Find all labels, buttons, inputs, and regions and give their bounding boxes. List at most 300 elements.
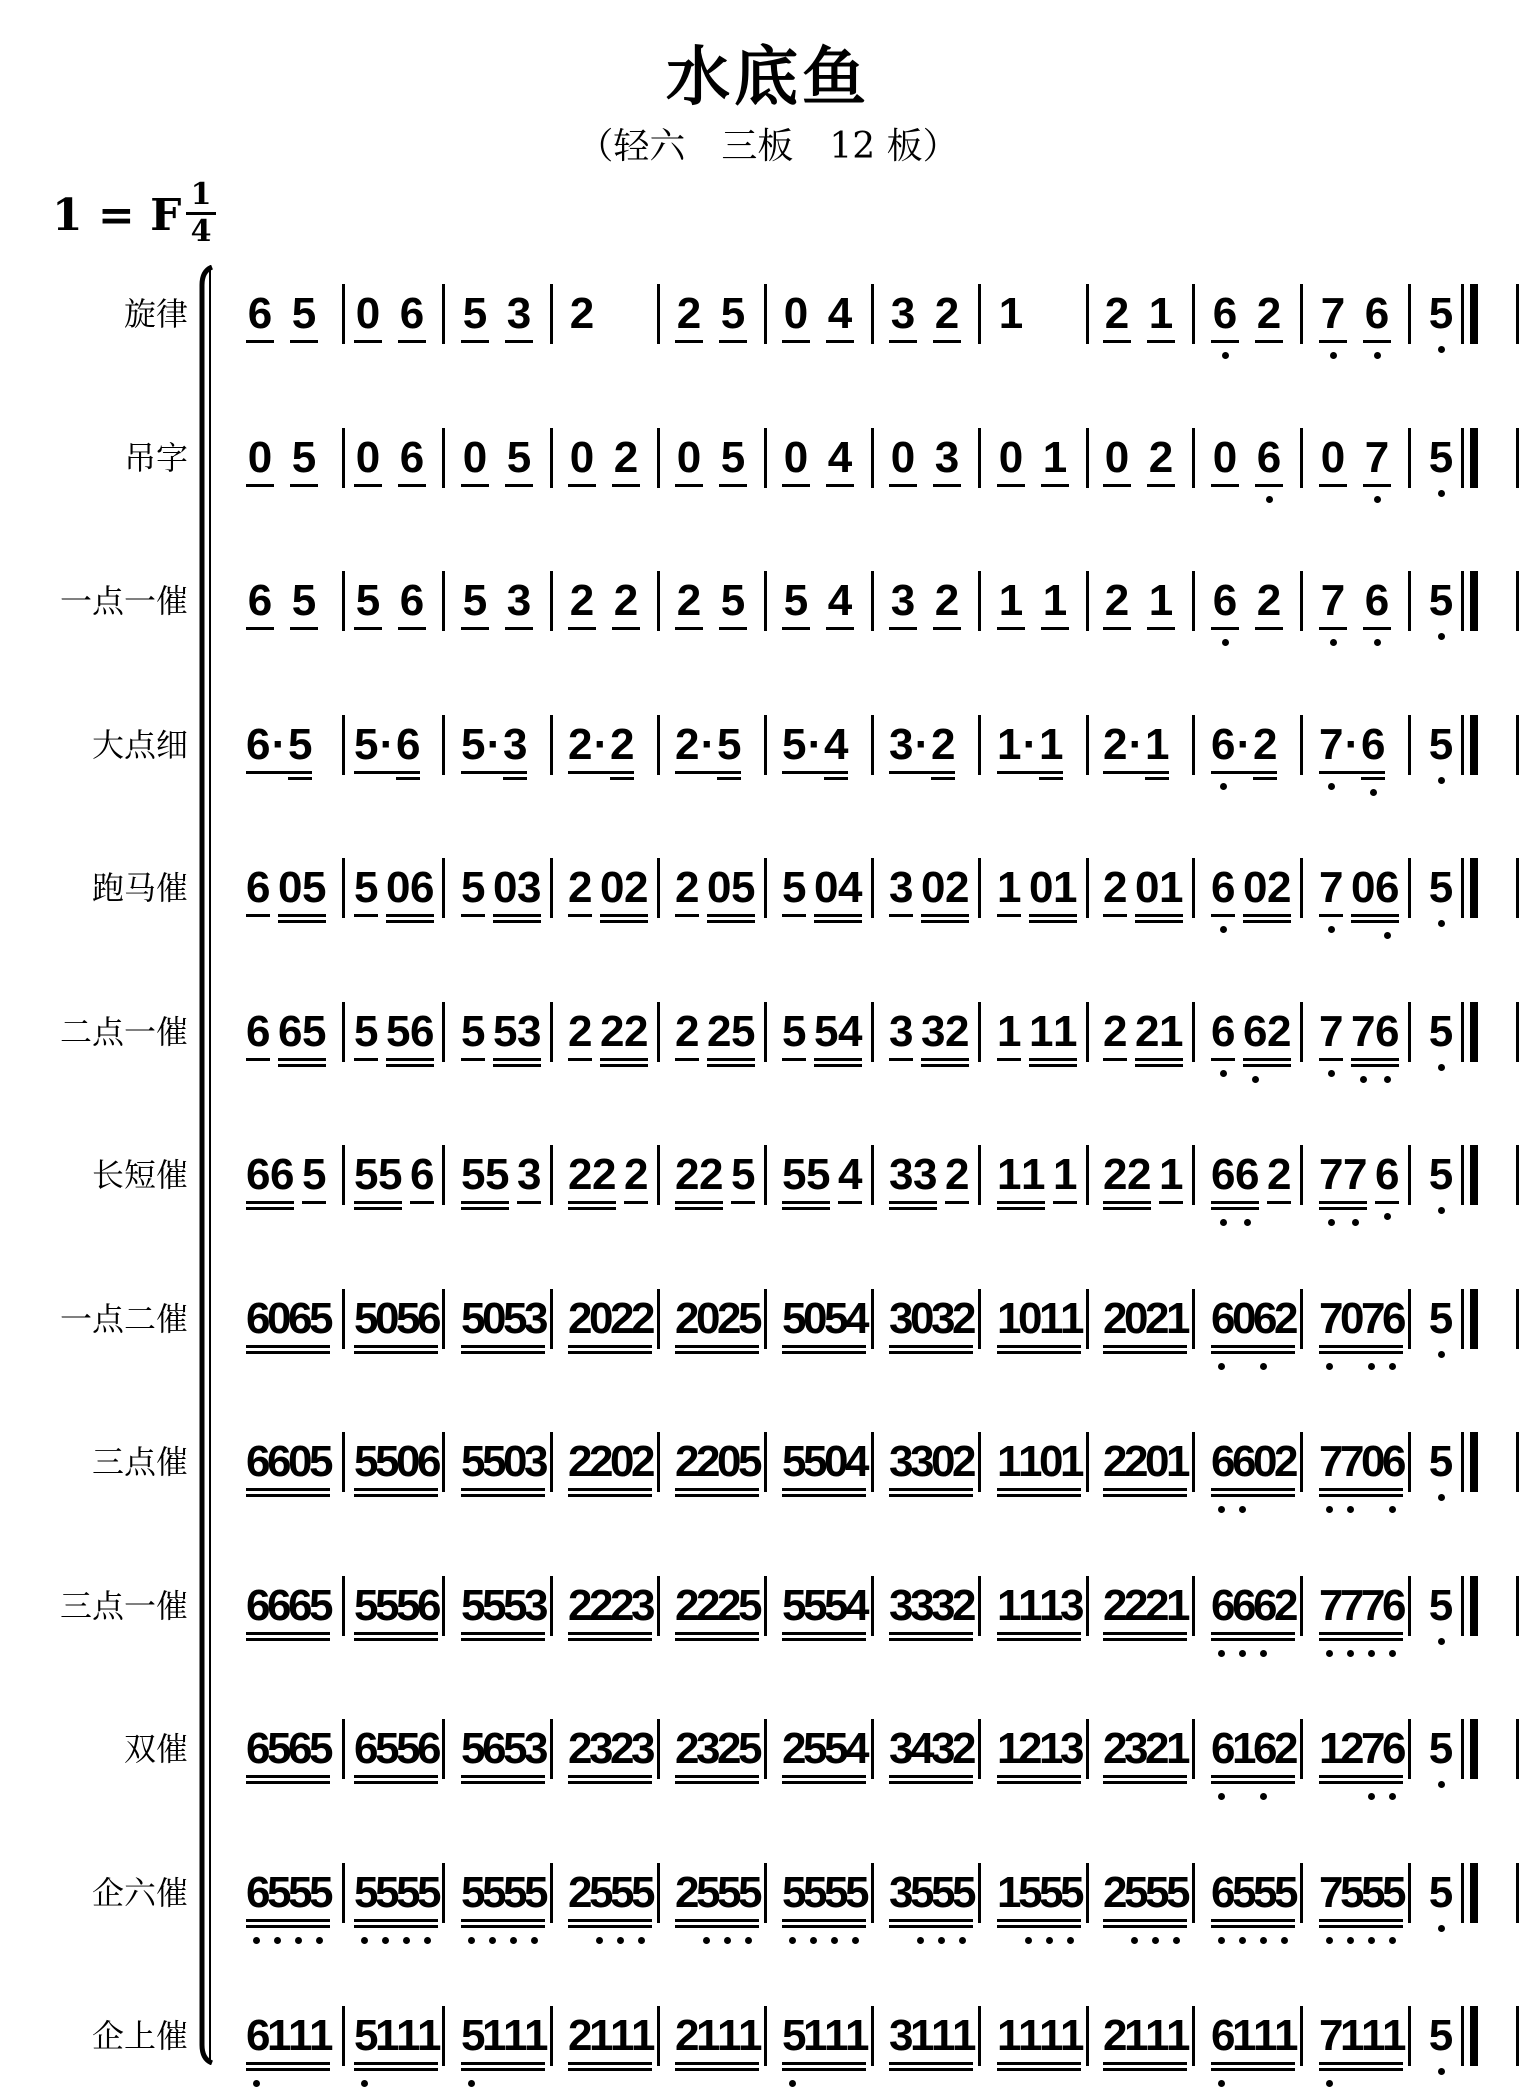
- underline: [568, 1058, 592, 1061]
- note: 5: [354, 1151, 378, 1199]
- note: 5: [267, 1869, 288, 1917]
- note: 2: [1103, 1869, 1124, 1917]
- note: 2: [699, 1151, 723, 1199]
- note: 3: [889, 1869, 910, 1917]
- underline: [505, 340, 533, 343]
- lower-octave-dot: [1347, 1937, 1354, 1944]
- underline: [952, 1781, 973, 1784]
- underline: [1253, 1345, 1274, 1348]
- barline: [550, 1145, 553, 1205]
- lower-octave-dot: [1370, 789, 1377, 796]
- underline: [375, 1638, 396, 1641]
- part-label: 三点一催: [59, 1586, 188, 1625]
- underline: [997, 1345, 1018, 1348]
- underline: [461, 1351, 482, 1354]
- underline: [517, 1058, 541, 1061]
- lower-octave-dot: [489, 1937, 496, 1944]
- underline: [838, 1201, 862, 1204]
- underline: [1029, 1064, 1053, 1067]
- final-barline-thin: [1461, 2006, 1464, 2066]
- note: 1: [997, 1008, 1021, 1056]
- note: 6: [1382, 1295, 1403, 1343]
- note: 3: [910, 1582, 931, 1630]
- note: 6: [410, 1151, 434, 1199]
- underline: [1361, 1638, 1382, 1641]
- lower-octave-dot: [745, 1937, 752, 1944]
- note: 5: [1274, 1869, 1295, 1917]
- barline: [442, 1719, 445, 1779]
- barline: [1300, 1002, 1303, 1062]
- underline: [782, 1488, 803, 1491]
- note: 3: [889, 1151, 913, 1199]
- note: 5: [1018, 1869, 1039, 1917]
- note: 1: [503, 2012, 524, 2060]
- underline: [931, 2062, 952, 2065]
- lower-octave-dot: [1152, 1937, 1159, 1944]
- underline: [824, 1781, 845, 1784]
- note: 7: [1340, 1582, 1361, 1630]
- underline: [354, 1494, 375, 1497]
- barline: [1516, 1145, 1519, 1205]
- underline: [1029, 1058, 1053, 1061]
- final-barline: [1470, 428, 1478, 488]
- note: 5: [503, 1869, 524, 1917]
- underline: [696, 1925, 717, 1928]
- note: 5: [696, 1869, 717, 1917]
- lower-octave-dot: [1326, 1937, 1333, 1944]
- note: 4: [826, 434, 854, 482]
- underline: [503, 1638, 524, 1641]
- underline: [1340, 2068, 1361, 2071]
- note: 5: [290, 434, 318, 482]
- underline: [417, 1781, 438, 1784]
- underline: [417, 1775, 438, 1778]
- lower-octave-dot: [1438, 1351, 1445, 1358]
- underline: [524, 1494, 545, 1497]
- underline: [1253, 1632, 1274, 1635]
- underline: [267, 1925, 288, 1928]
- measure: [461, 721, 527, 769]
- underline: [1018, 1345, 1039, 1348]
- note: 6: [246, 2012, 267, 2060]
- note: 1: [997, 1725, 1018, 1773]
- note: 5: [824, 1582, 845, 1630]
- underline: [738, 1632, 759, 1635]
- note: 2: [1124, 1582, 1145, 1630]
- underline: [246, 484, 274, 487]
- underline: [503, 1775, 524, 1778]
- note: 5: [1382, 1869, 1403, 1917]
- measure: [354, 2011, 442, 2060]
- measure: [1427, 1869, 1455, 1917]
- barline: [657, 1432, 660, 1492]
- measure: [461, 1293, 549, 1343]
- note: 6: [270, 1151, 294, 1199]
- underline: [246, 1494, 267, 1497]
- key-signature: 1 = F: [52, 190, 182, 241]
- underline: [1103, 2068, 1124, 2071]
- barline: [1408, 428, 1411, 488]
- barline: [657, 1863, 660, 1923]
- underline: [1243, 914, 1267, 917]
- underline: [824, 1775, 845, 1778]
- measure: [997, 1580, 1085, 1630]
- measure: [675, 721, 741, 769]
- underline: [1232, 1632, 1253, 1635]
- underline: [1253, 1494, 1274, 1497]
- underline: [1211, 1494, 1232, 1497]
- barline: [1300, 715, 1303, 775]
- barline: [342, 858, 345, 918]
- underline: [1018, 1925, 1039, 1928]
- note: 3: [1060, 1582, 1081, 1630]
- underline: [1361, 1925, 1382, 1928]
- underline: [824, 1351, 845, 1354]
- underline: [1029, 914, 1053, 917]
- note: 5: [302, 1008, 326, 1056]
- note: 1: [396, 2012, 417, 2060]
- note: 2: [568, 1008, 592, 1056]
- underline: [270, 771, 288, 774]
- lower-octave-dot: [1266, 496, 1273, 503]
- note: 5: [461, 1151, 485, 1199]
- note: 6: [1211, 1869, 1232, 1917]
- note: 5: [1427, 1008, 1455, 1056]
- note: 5: [1060, 1869, 1081, 1917]
- measure: [246, 577, 318, 625]
- underline: [997, 1207, 1021, 1210]
- underline: [1361, 1488, 1382, 1491]
- underline: [952, 2068, 973, 2071]
- underline: [354, 1632, 375, 1635]
- barline: [1300, 1863, 1303, 1923]
- underline: [719, 627, 747, 630]
- measure: [1211, 2011, 1299, 2060]
- note: 6: [1375, 1151, 1399, 1199]
- measure: [568, 577, 640, 625]
- underline: [302, 1064, 326, 1067]
- lower-octave-dot: [1374, 496, 1381, 503]
- note: 1: [1039, 2012, 1060, 2060]
- underline: [375, 1925, 396, 1928]
- underline: [396, 1351, 417, 1354]
- lower-octave-dot: [1374, 352, 1381, 359]
- underline: [782, 1925, 803, 1928]
- note: 3: [931, 1725, 952, 1773]
- underline: [568, 1207, 592, 1210]
- underline: [803, 1494, 824, 1497]
- underline: [1274, 1632, 1295, 1635]
- underline: [845, 1494, 866, 1497]
- note: 6: [288, 1295, 309, 1343]
- measure: [889, 1151, 969, 1199]
- part-label: 长短催: [91, 1156, 188, 1194]
- underline: [288, 1351, 309, 1354]
- barline: [1086, 1863, 1089, 1923]
- note: 0: [589, 1295, 610, 1343]
- underline: [1361, 1345, 1382, 1348]
- note: 6: [1211, 864, 1235, 912]
- underline: [568, 1775, 589, 1778]
- underline: [610, 777, 634, 780]
- note: 1: [1159, 864, 1183, 912]
- underline: [610, 1919, 631, 1922]
- underline: [461, 1058, 485, 1061]
- barline: [1192, 715, 1195, 775]
- barline: [1408, 715, 1411, 775]
- underline: [309, 1925, 330, 1928]
- note: 0: [461, 434, 489, 482]
- underline: [1053, 1058, 1077, 1061]
- underline: [910, 1488, 931, 1491]
- note: 1: [288, 2012, 309, 2060]
- underline: [1351, 914, 1375, 917]
- underline: [738, 1351, 759, 1354]
- underline: [782, 1919, 803, 1922]
- underline: [1103, 1632, 1124, 1635]
- underline: [738, 2062, 759, 2065]
- underline: [1039, 771, 1063, 774]
- underline: [589, 1488, 610, 1491]
- underline: [931, 1632, 952, 1635]
- underline: [1103, 484, 1131, 487]
- underline: [931, 1494, 952, 1497]
- measure: [568, 434, 640, 482]
- underline: [824, 1345, 845, 1348]
- note: 5: [1427, 1869, 1455, 1917]
- lower-octave-dot: [382, 1937, 389, 1944]
- note: 1: [1060, 2012, 1081, 2060]
- lower-octave-dot: [1389, 1650, 1396, 1657]
- note: 0: [267, 1295, 288, 1343]
- note: 0: [288, 1438, 309, 1486]
- note: 1: [1274, 2012, 1295, 2060]
- underline: [589, 1638, 610, 1641]
- note: 5: [378, 1151, 402, 1199]
- lower-octave-dot: [1220, 926, 1227, 933]
- underline: [1103, 1925, 1124, 1928]
- note: 6: [1382, 1725, 1403, 1773]
- final-barline-thin: [1461, 1863, 1464, 1923]
- underline: [1147, 627, 1175, 630]
- underline: [354, 2068, 375, 2071]
- underline: [354, 1058, 378, 1061]
- barline: [1408, 1863, 1411, 1923]
- underline: [803, 1345, 824, 1348]
- underline: [1039, 2068, 1060, 2071]
- underline: [910, 1925, 931, 1928]
- note: 1: [1039, 721, 1063, 769]
- measure: [568, 864, 648, 912]
- underline: [482, 1925, 503, 1928]
- note: 2: [592, 1151, 616, 1199]
- underline: [278, 1064, 302, 1067]
- barline: [764, 284, 767, 344]
- underline: [354, 1201, 378, 1204]
- note: 2: [568, 1869, 589, 1917]
- underline: [309, 1781, 330, 1784]
- lower-octave-dot: [1328, 926, 1335, 933]
- underline: [461, 914, 485, 917]
- lower-octave-dot: [1438, 346, 1445, 353]
- final-barline: [1470, 1863, 1478, 1923]
- underline: [246, 340, 274, 343]
- note: 0: [503, 1438, 524, 1486]
- underline: [803, 2062, 824, 2065]
- final-barline-thin: [1461, 715, 1464, 775]
- note: 5: [354, 1582, 375, 1630]
- barline: [1086, 428, 1089, 488]
- underline: [1145, 777, 1169, 780]
- underline: [933, 340, 961, 343]
- note: 7: [1319, 1582, 1340, 1630]
- note: 5: [505, 434, 533, 482]
- lower-octave-dot: [831, 1937, 838, 1944]
- underline: [568, 484, 596, 487]
- underline: [707, 920, 731, 923]
- measure: [997, 721, 1063, 769]
- underline: [1211, 2068, 1232, 2071]
- underline: [1039, 777, 1063, 780]
- lower-octave-dot: [361, 2080, 368, 2087]
- underline: [1018, 1351, 1039, 1354]
- system-bracket: [198, 265, 214, 2065]
- note: 1: [1039, 1295, 1060, 1343]
- underline: [1232, 1351, 1253, 1354]
- note: 1: [931, 2012, 952, 2060]
- measure: [461, 1437, 549, 1486]
- augmentation-dot: ·: [378, 721, 396, 769]
- note: 6: [246, 1869, 267, 1917]
- underline: [396, 1488, 417, 1491]
- underline: [461, 627, 489, 630]
- note: 0: [396, 1438, 417, 1486]
- underline: [354, 1919, 375, 1922]
- underline: [1103, 627, 1131, 630]
- underline: [1145, 1925, 1166, 1928]
- underline: [803, 1351, 824, 1354]
- underline: [309, 1488, 330, 1491]
- augmentation-dot: ·: [592, 721, 610, 769]
- measure: [354, 577, 426, 625]
- underline: [1103, 1201, 1127, 1204]
- underline: [417, 1488, 438, 1491]
- underline: [1166, 1345, 1187, 1348]
- final-barline: [1470, 1145, 1478, 1205]
- note: 3: [524, 1295, 545, 1343]
- underline: [624, 1201, 648, 1204]
- note: 5: [738, 1582, 759, 1630]
- measure: [889, 721, 955, 769]
- note: 1: [845, 2012, 866, 2060]
- underline: [1039, 1775, 1060, 1778]
- note: 6: [1211, 2012, 1232, 2060]
- underline: [1232, 1925, 1253, 1928]
- measure: [997, 864, 1077, 912]
- underline: [505, 484, 533, 487]
- underline: [782, 1781, 803, 1784]
- underline: [1319, 627, 1347, 630]
- note: 3: [505, 290, 533, 338]
- underline: [1382, 1919, 1403, 1922]
- underline: [386, 1064, 410, 1067]
- underline: [1319, 1925, 1340, 1928]
- note: 1: [631, 2012, 652, 2060]
- underline: [782, 2068, 803, 2071]
- part-label: 旋律: [123, 295, 188, 333]
- barline: [1086, 858, 1089, 918]
- underline: [782, 1632, 803, 1635]
- note: 2: [675, 1582, 696, 1630]
- underline: [1253, 2068, 1274, 2071]
- underline: [997, 2068, 1018, 2071]
- final-barline-thin: [1461, 571, 1464, 631]
- underline: [826, 340, 854, 343]
- underline: [386, 920, 410, 923]
- note: 2: [568, 2012, 589, 2060]
- note: 2: [952, 1725, 973, 1773]
- lower-octave-dot: [468, 1937, 475, 1944]
- note: 5: [782, 2012, 803, 2060]
- underline: [824, 1488, 845, 1491]
- underline: [417, 1494, 438, 1497]
- measure: [354, 1008, 434, 1056]
- underline: [417, 2068, 438, 2071]
- underline: [1375, 920, 1399, 923]
- measure: [1319, 1008, 1399, 1056]
- underline: [1211, 1638, 1232, 1641]
- underline: [675, 1207, 699, 1210]
- note: 4: [845, 1438, 866, 1486]
- underline: [524, 1781, 545, 1784]
- underline: [824, 1638, 845, 1641]
- underline: [1274, 1925, 1295, 1928]
- measure: [1211, 1724, 1299, 1773]
- lower-octave-dot: [1328, 1070, 1335, 1077]
- underline: [921, 920, 945, 923]
- note: 0: [1145, 1438, 1166, 1486]
- underline: [524, 2062, 545, 2065]
- underline: [568, 914, 592, 917]
- underline: [600, 1064, 624, 1067]
- lower-octave-dot: [1218, 1937, 1225, 1944]
- note: 2: [1103, 290, 1131, 338]
- note: 6: [246, 1582, 267, 1630]
- underline: [997, 1775, 1018, 1778]
- measure: [782, 1724, 870, 1773]
- underline: [675, 2068, 696, 2071]
- underline: [610, 2068, 631, 2071]
- underline: [568, 1638, 589, 1641]
- measure: [1211, 1293, 1299, 1343]
- underline: [396, 1632, 417, 1635]
- underline: [803, 1488, 824, 1491]
- barline: [978, 1289, 981, 1349]
- final-barline: [1470, 1719, 1478, 1779]
- barline: [871, 1576, 874, 1636]
- note: 1: [1340, 2012, 1361, 2060]
- barline: [1516, 1002, 1519, 1062]
- note: 0: [482, 1295, 503, 1343]
- underline: [600, 920, 624, 923]
- underline: [246, 627, 274, 630]
- underline: [997, 914, 1021, 917]
- measure: [568, 1724, 656, 1773]
- note: 6: [246, 1008, 270, 1056]
- underline: [1232, 1494, 1253, 1497]
- final-barline: [1470, 1289, 1478, 1349]
- underline: [933, 627, 961, 630]
